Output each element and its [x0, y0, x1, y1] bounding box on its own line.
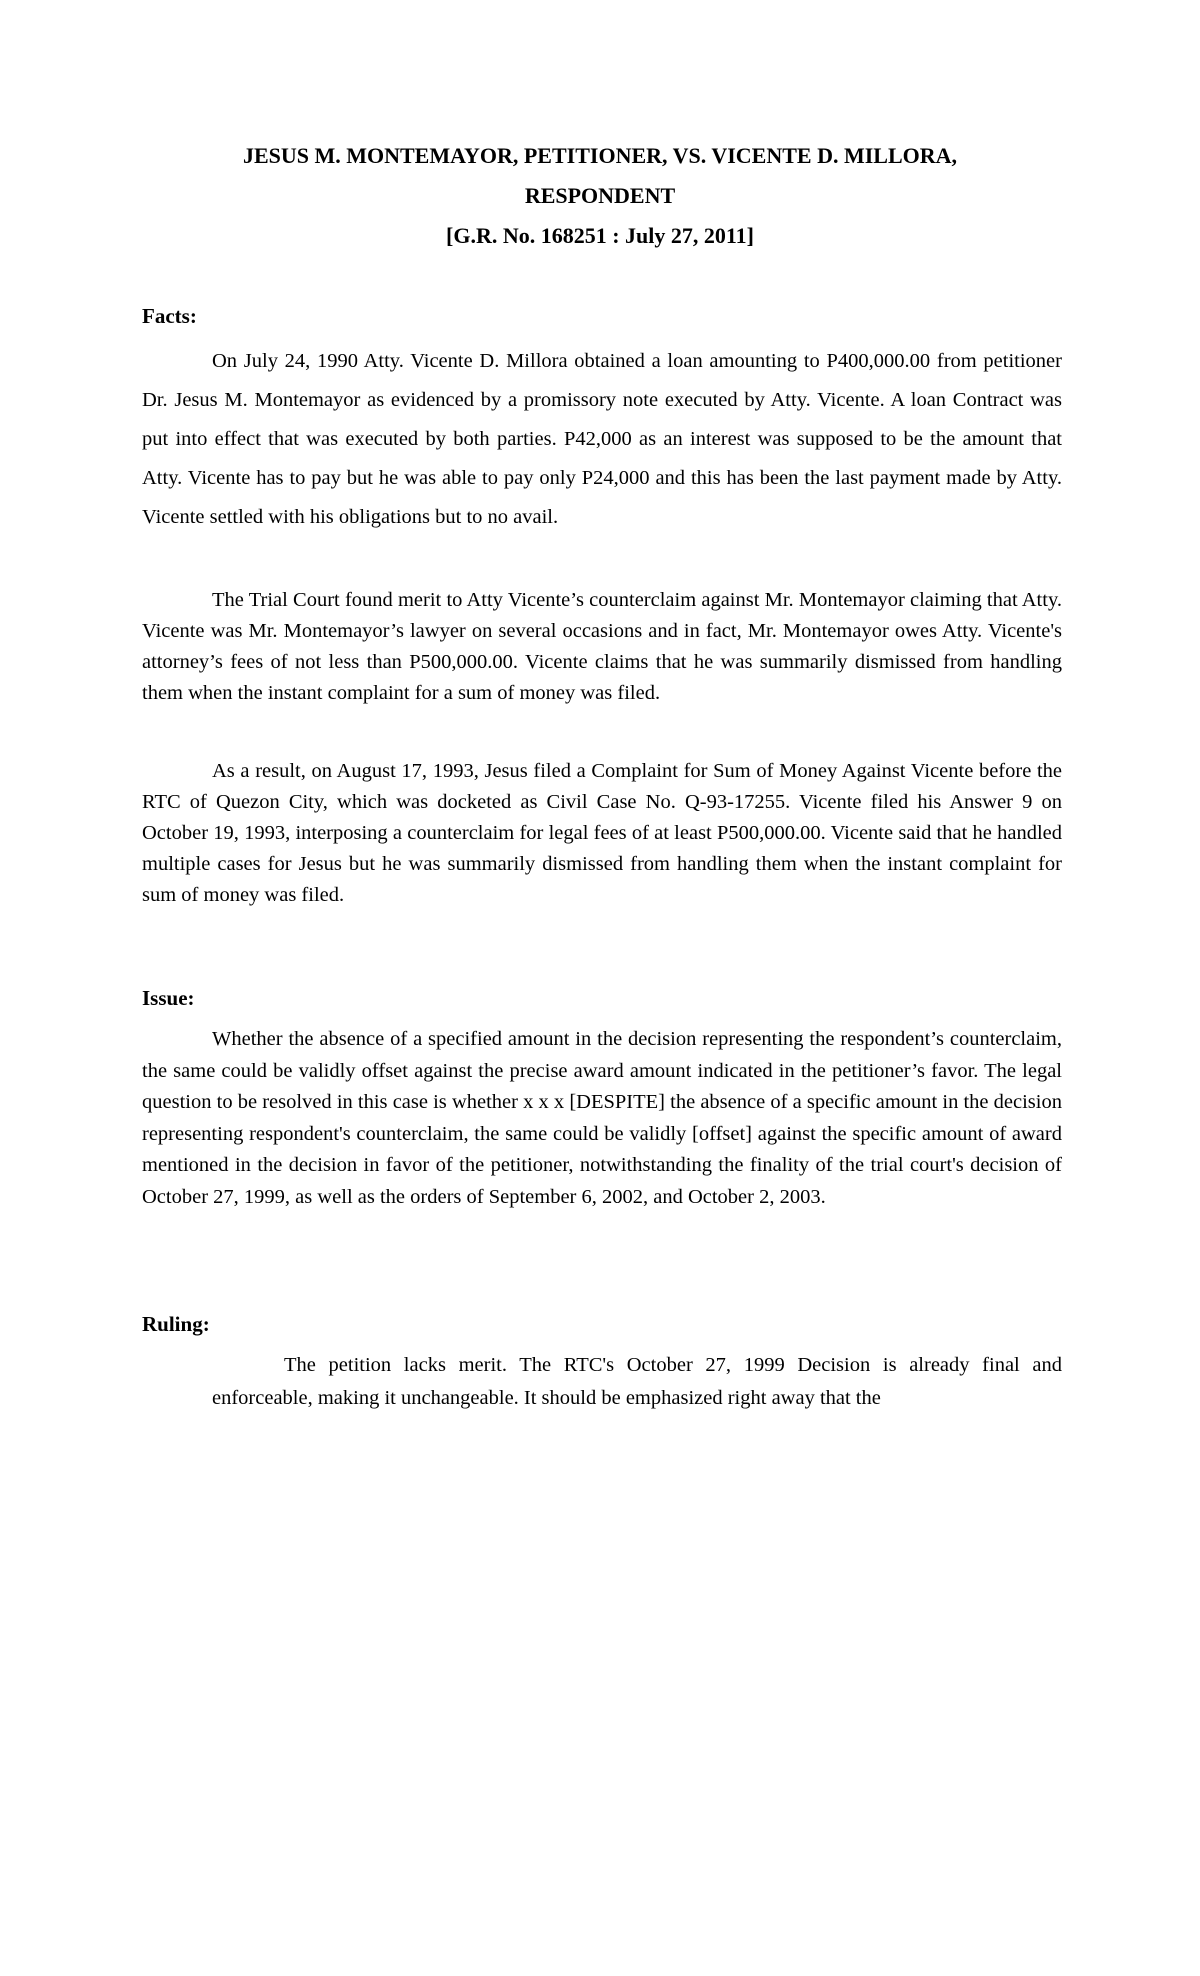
case-title-line-2: RESPONDENT: [524, 183, 676, 208]
facts-heading: Facts:: [142, 304, 197, 328]
issue-paragraph-1: Whether the absence of a specified amount in the decision representing the respondent’s counterclaim, the same could be validly offset against the precise award amount indicated in the petitioner’s favor. The legal question to be resolved in this case is whether x x x [DESPITE] the absence of a specific amount in the decision representing respondent's counterclaim, the same could be validly [offset] against the specific amount of award mentioned in the decision in favor of the petitioner, notwithstanding the finality of the trial court's decision of October 27, 1999, as well as the orders of September 6, 2002, and October 2, 2003.: [142, 1028, 1062, 1208]
facts-paragraph-1: On July 24, 1990 Atty. Vicente D. Millora obtained a loan amounting to P400,000.00 from petitioner Dr. Jesus M. Montemayor as evidenced by a promissory note executed by Atty. Vicente. A loan Contract was put into effect that was executed by both parties. P42,000 as an interest was supposed to be the amount that Atty. Vicente has to pay but he was able to pay only P24,000 and this has been the last payment made by Atty. Vicente settled with his obligations but to no avail.: [142, 350, 1062, 528]
facts-paragraph-3: As a result, on August 17, 1993, Jesus filed a Complaint for Sum of Money Against Vicente before the RTC of Quezon City, which was docketed as Civil Case No. Q-93-17255. Vicente filed his Answer 9 on October 19, 1993, interposing a counterclaim for legal fees of at least P500,000.00. Vicente said that he handled multiple cases for Jesus but he was summarily dismissed from handling them when the instant complaint for sum of money was filed.: [142, 760, 1062, 906]
case-citation: [G.R. No. 168251 : July 27, 2011]: [446, 223, 754, 248]
case-title-line-1: JESUS M. MONTEMAYOR, PETITIONER, VS. VICENTE D. MILLORA,: [242, 143, 958, 168]
ruling-heading: Ruling:: [142, 1312, 210, 1336]
case-title: [140, 136, 1060, 256]
facts-paragraph-2: The Trial Court found merit to Atty Vicente’s counterclaim against Mr. Montemayor claiming that Atty. Vicente was Mr. Montemayor’s lawyer on several occasions and in fact, Mr. Montemayor owes Atty. Vicente's attorney’s fees of not less than P500,000.00. Vicente claims that he was summarily dismissed from handling them when the instant complaint for a sum of money was filed.: [142, 589, 1062, 704]
ruling-paragraph-1: The petition lacks merit. The RTC's October 27, 1999 Decision is already final and enforceable, making it unchangeable. It should be emphasized right away that the: [212, 1354, 1062, 1409]
issue-heading: Issue:: [142, 986, 195, 1010]
